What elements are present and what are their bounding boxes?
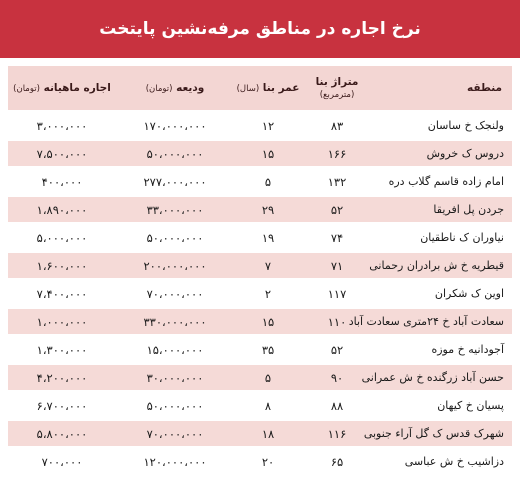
table-row — [8, 449, 512, 474]
table-row — [8, 253, 512, 278]
table-row — [8, 225, 512, 250]
table-row — [8, 393, 512, 418]
table-row — [8, 197, 512, 222]
cell-deposit: ۳۰،۰۰۰،۰۰۰ — [116, 365, 234, 390]
cell-age: ۲ — [234, 281, 302, 306]
cell-age: ۱۵ — [234, 309, 302, 334]
cell-size: ۸۳ — [302, 113, 372, 138]
cell-age: ۲۰ — [234, 449, 302, 474]
cell-rent: ۳،۰۰۰،۰۰۰ — [8, 113, 116, 138]
cell-rent: ۵،۰۰۰،۰۰۰ — [8, 225, 116, 250]
cell-area: سعادت آباد خ ۲۴متری سعادت آباد — [372, 309, 512, 334]
cell-rent: ۷۰۰،۰۰۰ — [8, 449, 116, 474]
cell-area: دزاشیب خ ش عباسی — [372, 449, 512, 474]
table-row — [8, 337, 512, 362]
header-size: متراژ بنا (مترمربع) — [302, 66, 372, 110]
cell-rent: ۷،۵۰۰،۰۰۰ — [8, 141, 116, 166]
cell-age: ۵ — [234, 169, 302, 194]
cell-size: ۱۱۰ — [302, 309, 372, 334]
cell-age: ۱۲ — [234, 113, 302, 138]
cell-age: ۵ — [234, 365, 302, 390]
cell-area: قیطریه خ ش برادران رحمانی — [372, 253, 512, 278]
cell-rent: ۴،۲۰۰،۰۰۰ — [8, 365, 116, 390]
cell-deposit: ۱۲۰،۰۰۰،۰۰۰ — [116, 449, 234, 474]
table-row — [8, 421, 512, 446]
table-body — [8, 113, 512, 474]
cell-age: ۲۹ — [234, 197, 302, 222]
cell-area: پسیان خ کیهان — [372, 393, 512, 418]
cell-rent: ۵،۸۰۰،۰۰۰ — [8, 421, 116, 446]
cell-deposit: ۷۰،۰۰۰،۰۰۰ — [116, 281, 234, 306]
cell-size: ۵۲ — [302, 197, 372, 222]
table-row — [8, 309, 512, 334]
cell-rent: ۱،۰۰۰،۰۰۰ — [8, 309, 116, 334]
cell-rent: ۱،۶۰۰،۰۰۰ — [8, 253, 116, 278]
cell-area: آجودانیه خ موزه — [372, 337, 512, 362]
cell-size: ۱۶۶ — [302, 141, 372, 166]
cell-age: ۱۹ — [234, 225, 302, 250]
cell-size: ۱۱۶ — [302, 421, 372, 446]
cell-rent: ۷،۴۰۰،۰۰۰ — [8, 281, 116, 306]
cell-deposit: ۳۳،۰۰۰،۰۰۰ — [116, 197, 234, 222]
table-row — [8, 113, 512, 138]
cell-age: ۷ — [234, 253, 302, 278]
cell-area: ولنجک خ ساسان — [372, 113, 512, 138]
header-deposit: ودیعه (تومان) — [116, 66, 234, 110]
cell-deposit: ۲۰۰،۰۰۰،۰۰۰ — [116, 253, 234, 278]
cell-deposit: ۲۷۷،۰۰۰،۰۰۰ — [116, 169, 234, 194]
cell-rent: ۴۰۰،۰۰۰ — [8, 169, 116, 194]
cell-age: ۱۸ — [234, 421, 302, 446]
cell-deposit: ۱۷۰،۰۰۰،۰۰۰ — [116, 113, 234, 138]
cell-rent: ۶،۷۰۰،۰۰۰ — [8, 393, 116, 418]
cell-area: اوین ک شکران — [372, 281, 512, 306]
cell-age: ۱۵ — [234, 141, 302, 166]
cell-area: نیاوران ک ناطقیان — [372, 225, 512, 250]
cell-size: ۶۵ — [302, 449, 372, 474]
header-age: عمر بنا (سال) — [234, 66, 302, 110]
cell-deposit: ۳۳۰،۰۰۰،۰۰۰ — [116, 309, 234, 334]
header-area: منطقه — [372, 66, 512, 110]
cell-area: حسن آباد زرگنده خ ش عمرانی — [372, 365, 512, 390]
cell-size: ۷۴ — [302, 225, 372, 250]
page-title: نرخ اجاره در مناطق مرفه‌نشین پایتخت — [0, 0, 520, 58]
cell-area: دروس ک خروش — [372, 141, 512, 166]
cell-deposit: ۵۰،۰۰۰،۰۰۰ — [116, 225, 234, 250]
cell-size: ۵۲ — [302, 337, 372, 362]
cell-deposit: ۵۰،۰۰۰،۰۰۰ — [116, 393, 234, 418]
cell-area: امام زاده قاسم گلاب دره — [372, 169, 512, 194]
cell-rent: ۱،۸۹۰،۰۰۰ — [8, 197, 116, 222]
cell-size: ۷۱ — [302, 253, 372, 278]
table-header — [8, 66, 512, 110]
cell-deposit: ۵۰،۰۰۰،۰۰۰ — [116, 141, 234, 166]
cell-deposit: ۱۵،۰۰۰،۰۰۰ — [116, 337, 234, 362]
cell-size: ۱۱۷ — [302, 281, 372, 306]
cell-size: ۹۰ — [302, 365, 372, 390]
table-row — [8, 141, 512, 166]
table-row — [8, 281, 512, 306]
cell-age: ۳۵ — [234, 337, 302, 362]
cell-age: ۸ — [234, 393, 302, 418]
cell-area: شهرک قدس ک گل آراء جنوبی — [372, 421, 512, 446]
cell-deposit: ۷۰،۰۰۰،۰۰۰ — [116, 421, 234, 446]
table-row — [8, 365, 512, 390]
cell-size: ۱۳۲ — [302, 169, 372, 194]
header-rent: اجاره ماهیانه (تومان) — [8, 66, 116, 110]
rent-table — [8, 63, 512, 477]
cell-rent: ۱،۳۰۰،۰۰۰ — [8, 337, 116, 362]
cell-size: ۸۸ — [302, 393, 372, 418]
table-row — [8, 169, 512, 194]
cell-area: جردن پل افریقا — [372, 197, 512, 222]
